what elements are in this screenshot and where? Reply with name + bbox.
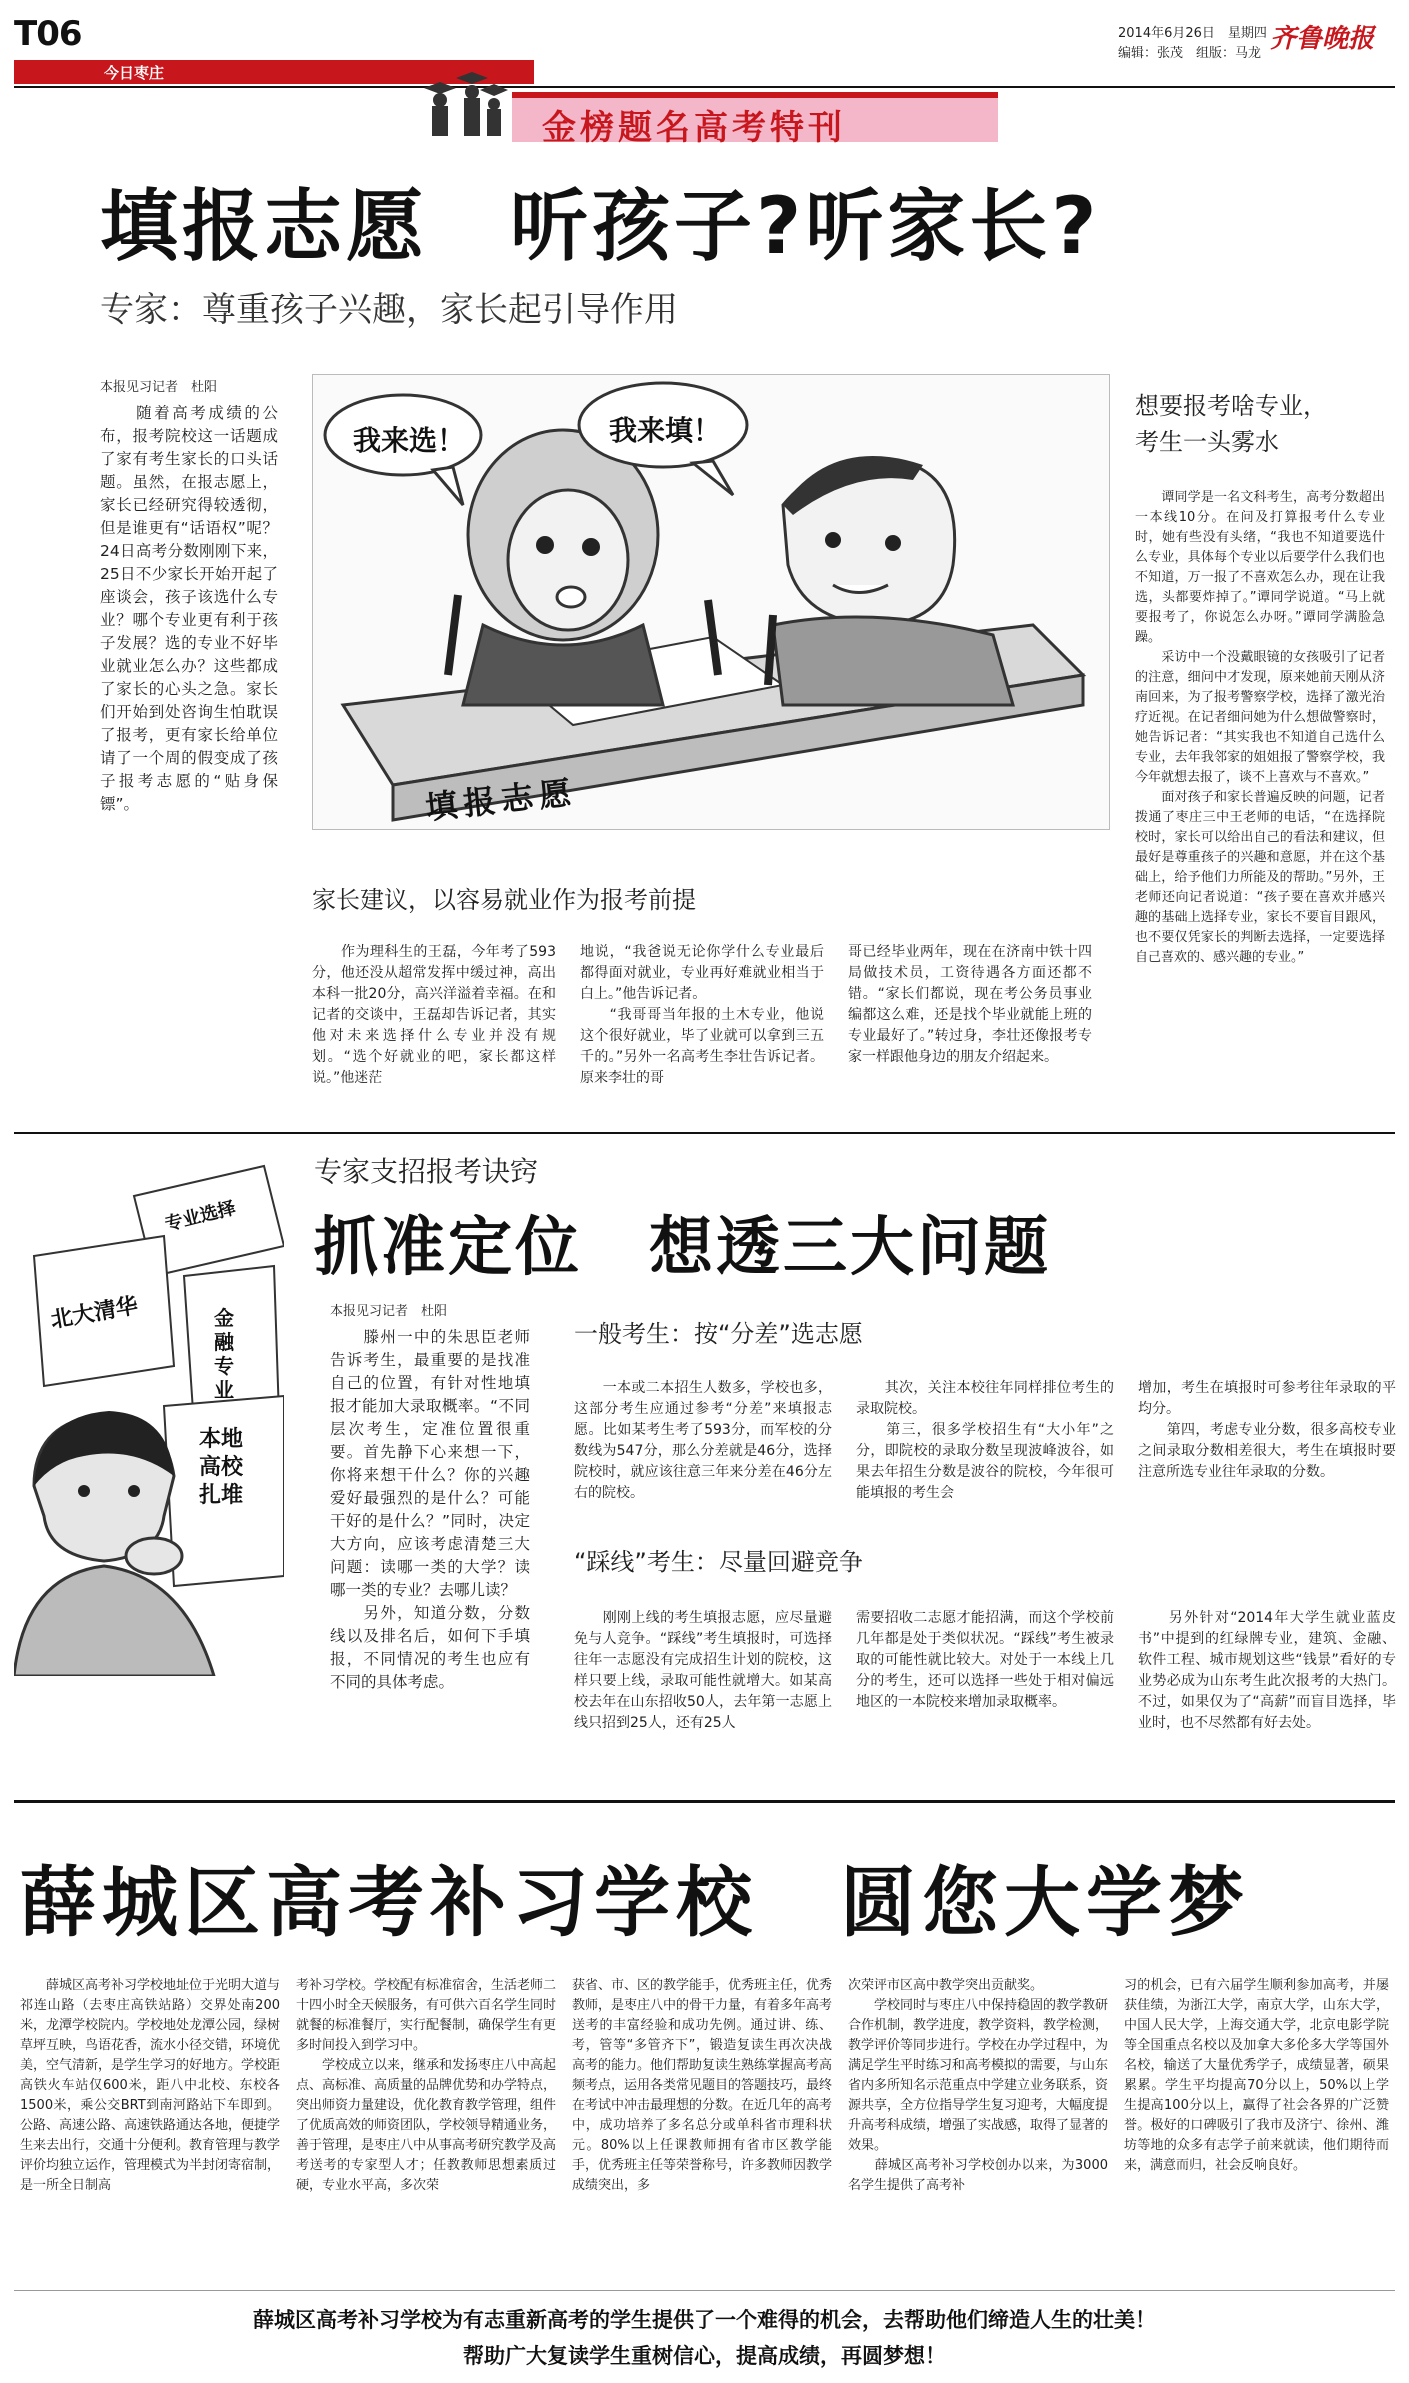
article2-sec1-col1: 一本或二本招生人数多，学校也多，这部分考生应通过参考“分差”来填报志愿。比如某考生考了593分，而军校的分数线为547分，那么分差就是46分，选择院校时，就应该往意三年来分差在46分左右的院校。	[574, 1380, 832, 1501]
article2-sec2-col1: 刚刚上线的考生填报志愿，应尽量避免与人竞争。“踩线”考生填报时，可选择往年一志愿没有完成招生计划的院校，这样只要上线，录取可能性就增大。如某高校去年在山东招收50人，去年第一志愿上线只招到25人，还有25人	[574, 1610, 832, 1731]
article2-sec2-col2: 需要招收二志愿才能招满，而这个学校前几年都是处于类似状况。“踩线”考生被录取的可能性就比较大。对处于一本线上几分的考生，还可以选择一些处于相对偏远地区的一本院校来增加录取概率。	[856, 1610, 1114, 1710]
article1-section-a-col3: 哥已经毕业两年，现在在济南中铁十四局做技术员，工资待遇各方面还都不错。“家长们都说，现在考公务员事业编都这么难，还是找个毕业就能上班的专业最好了。”转过身，李壮还像报考专家一样跟他身边的朋友介绍起来。	[848, 944, 1092, 1065]
article2-sec1-title: 一般考生：按“分差”选志愿	[574, 1320, 863, 1348]
date-line: 2014年6月26日 星期四	[1118, 26, 1267, 41]
article1-divider	[14, 1132, 1395, 1134]
sheet-major-choice: 专业选择	[162, 1197, 238, 1236]
sheet-local-colleges: 本地高校扎堆	[199, 1427, 244, 1508]
article2-sec2-col3: 另外针对“2014年大学生就业蓝皮书”中提到的红绿牌专业，建筑、金融、软件工程、城市规划这些“钱景”看好的专业势必成为山东考生此次报考的大热门。不过，如果仅为了“高薪”而盲目选择，毕业时，也不尽然都有好去处。	[1138, 1610, 1396, 1731]
ad-slogan-line1: 薛城区高考补习学校为有志重新高考的学生提供了一个难得的机会，去帮助他们缔造人生的壮美！	[253, 2308, 1156, 2332]
sheet-peking-tsinghua: 北大清华	[48, 1293, 140, 1334]
masthead-logo: 齐鲁晚报	[1270, 24, 1375, 54]
article1-cartoon	[312, 374, 1110, 830]
article1-byline: 本报见习记者 杜阳	[100, 380, 218, 395]
article1-lead-text: 随着高考成绩的公布，报考院校这一话题成了家有考生家长的口头话题。虽然，在报志愿上，家长已经研究得较透彻，但是谁更有“话语权”呢？24日高考分数刚刚下来，25日不少家长开始开起了座谈会，孩子该选什么专业？哪个专业更有利于孩子发展？选的专业不好毕业就业怎么办？这些都成了家长的心头之急。家长们开始到处咨询生怕耽误了报考，更有家长给单位请了一个周的假变成了孩子报考志愿的“贴身保镖”。	[100, 404, 278, 813]
header-rule	[14, 86, 1395, 88]
article2-illustration	[14, 1156, 284, 1676]
ad-col1: 薛城区高考补习学校地址位于光明大道与祁连山路（去枣庄高铁站路）交界处南200米，龙潭学校院内。学校地处龙潭公园，绿树草坪互映，鸟语花香，流水小径交错，环境优美，空气清新，是学生学习的好地方。学校距高铁火车站仅600米，距八中北校、东校各1500米，乘公交BRT到南河路站下车即到。公路、高速公路、高速铁路通达各地，便捷学生来去出行，交通十分便利。教育管理与教学评价均独立运作，管理模式为半封闭寄宿制，是一所全日制高	[20, 1978, 280, 2193]
editor-line: 编辑：张茂 组版：马龙	[1118, 46, 1262, 61]
article2-headline: 抓准定位 想透三大问题	[314, 1211, 1051, 1285]
article1-section-a-title: 家长建议，以容易就业作为报考前提	[312, 886, 696, 914]
page-number: T06	[14, 14, 82, 54]
article2-byline: 本报见习记者 杜阳	[330, 1304, 448, 1319]
special-issue-banner	[512, 92, 998, 148]
article2-lead-text: 滕州一中的朱思臣老师告诉考生，最重要的是找准自己的位置，有针对性地填报才能加大录取概率。“不同层次考生，定准位置很重要。首先静下心来想一下，你将来想干什么？你的兴趣爱好最强烈的是什么？可能干好的是什么？”同时，决定大方向，应该考虑清楚三大问题：读哪一类的大学？读哪一类的专业？去哪儿读？ 另外，知道分数，分数线以及排名后，如何下手填报，不同情况的考生也应有不同的具体考虑。	[330, 1328, 530, 1691]
ad-col4: 次荣评市区高中教学突出贡献奖。 学校同时与枣庄八中保持稳固的教学教研合作机制，教学进度，教学资料，教学检测，教学评价等同步进行。学校在办学过程中，为满足学生平时练习和高考模拟的需要，与山东省内多所知名示范重点中学建立业务联系，资源共享，全方位指导学生复习迎考，大幅度提升高考科成绩，增强了实战感，取得了显著的效果。 薛城区高考补习学校创办以来，为3000名学生提供了高考补	[848, 1978, 1108, 2193]
article1-section-a-col2: 地说，“我爸说无论你学什么专业最后都得面对就业，专业再好难就业相当于白上。”他告诉记者。 “我哥哥当年报的土木专业，他说这个很好就业，毕了业就可以拿到三五千的。”另外一名高考生李壮告诉记者。原来李壮的哥	[580, 944, 824, 1086]
article2-sec1-col3: 增加，考生在填报时可参考往年录取的平均分。 第四，考虑专业分数，很多高校专业之间录取分数相差很大，考生在填报时要注意所选专业往年录取的分数。	[1138, 1380, 1396, 1480]
article1-side-title-line2: 考生一头雾水	[1135, 428, 1279, 456]
graduates-silhouette-icon	[418, 70, 510, 140]
ad-slogan-line2: 帮助广大复读学生重树信心，提高成绩，再圆梦想！	[463, 2344, 946, 2368]
ad-col5: 习的机会，已有六届学生顺利参加高考，并屡获佳绩，为浙江大学，南京大学，山东大学，中国人民大学，上海交通大学，北京电影学院等全国重点名校以及加拿大多伦多大学等国外名校，输送了大量优秀学子，成绩显著，硕果累累。学生平均提高70分以上，50%以上学生提高100分以上，赢得了社会各界的广泛赞誉。极好的口碑吸引了我市及济宁、徐州、潍坊等地的众多有志学子前来就读，他们期待而来，满意而归，社会反响良好。	[1124, 1978, 1389, 2173]
article1-subhead: 专家：尊重孩子兴趣，家长起引导作用	[100, 290, 678, 330]
article2-kicker: 专家支招报考诀窍	[314, 1155, 539, 1188]
section-name: 今日枣庄	[104, 64, 165, 82]
ad-headline: 薛城区高考补习学校 圆您大学梦	[20, 1858, 1250, 1947]
ad-slogan-rule	[14, 2290, 1395, 2291]
article1-headline: 填报志愿 听孩子?听家长?	[100, 182, 1101, 272]
desk-label: 填报志愿	[423, 773, 579, 827]
article2-sec1-col2: 其次，关注本校往年同样排位考生的录取院校。 第三，很多学校招生有“大小年”之分，即院校的录取分数呈现波峰波谷，如果去年招生分数是波谷的院校，今年很可能填报的考生会	[856, 1380, 1114, 1501]
banner-title: 金榜题名高考特刊	[542, 108, 846, 148]
article2-sec2-title: “踩线”考生：尽量回避竞争	[574, 1548, 863, 1576]
sheet-finance: 金融专业	[214, 1306, 234, 1402]
article1-section-a-col1: 作为理科生的王磊，今年考了593分，他还没从超常发挥中缓过神，高出本科一批20分，高兴洋溢着幸福。在和记者的交谈中，王磊却告诉记者，其实他对未来选择什么专业并没有规划。“选个好就业的吧，家长都这样说。”他迷茫	[312, 944, 556, 1086]
bubble-left-text: 我来选！	[353, 424, 466, 457]
bubble-right-text: 我来填！	[609, 414, 722, 447]
ad-col3: 获省、市、区的教学能手，优秀班主任，优秀教师，是枣庄八中的骨干力量，有着多年高考送考的丰富经验和成功先例。通过讲、练、考，管等“多管齐下”，锻造复读生再次决战高考的能力。他们帮助复读生熟练掌握高考高频考点，运用各类常见题目的答题技巧，最终在考试中冲击最理想的分数。在近几年的高考中，成功培养了多名总分或单科省市理科状元。80%以上任课教师拥有省市区教学能手，优秀班主任等荣誉称号，许多教师因教学成绩突出，多	[572, 1978, 832, 2193]
article2-divider	[14, 1800, 1395, 1803]
ad-col2: 考补习学校。学校配有标准宿舍，生活老师二十四小时全天候服务，有可供六百名学生同时就餐的标准餐厅，实行配餐制，确保学生有更多时间投入到学习中。 学校成立以来，继承和发扬枣庄八中高起点、高标准、高质量的品牌优势和办学特点，突出师资力量建设，优化教育教学管理，组件了优质高效的师资团队，学校领导精通业务，善于管理，是枣庄八中从事高考研究教学及高考送考的专家型人才；任教教师思想素质过硬，专业水平高，多次荣	[296, 1978, 556, 2193]
article1-side-text: 谭同学是一名文科考生，高考分数超出一本线10分。在问及打算报考什么专业时，她有些没有头绪，“我也不知道要选什么专业，具体每个专业以后要学什么我们也不知道，万一报了不喜欢怎么办，现在让我选，头都要炸掉了。”谭同学说道。“马上就要报考了，你说怎么办呀。”谭同学满脸急躁。 采访中一个没戴眼镜的女孩吸引了记者的注意，细问中才发现，原来她前天刚从济南回来，为了报考警察学校，选择了激光治疗近视。在记者细问她为什么想做警察时，她告诉记者：“其实我也不知道自己选什么专业，去年我邻家的姐姐报了警察学校，我今年就想去报了，谈不上喜欢与不喜欢。” 面对孩子和家长普遍反映的问题，记者拨通了枣庄三中王老师的电话，“在选择院校时，家长可以给出自己的看法和建议，但最好是尊重孩子的兴趣和意愿，并在这个基础上，给予他们力所能及的帮助。”另外，王老师还向记者说道：“孩子要在喜欢并感兴趣的基础上选择专业，家长不要盲目跟风，也不要仅凭家长的判断去选择，一定要选择自己喜欢的、感兴趣的专业。”	[1135, 490, 1385, 965]
article1-side-title-line1: 想要报考啥专业，	[1135, 392, 1327, 420]
